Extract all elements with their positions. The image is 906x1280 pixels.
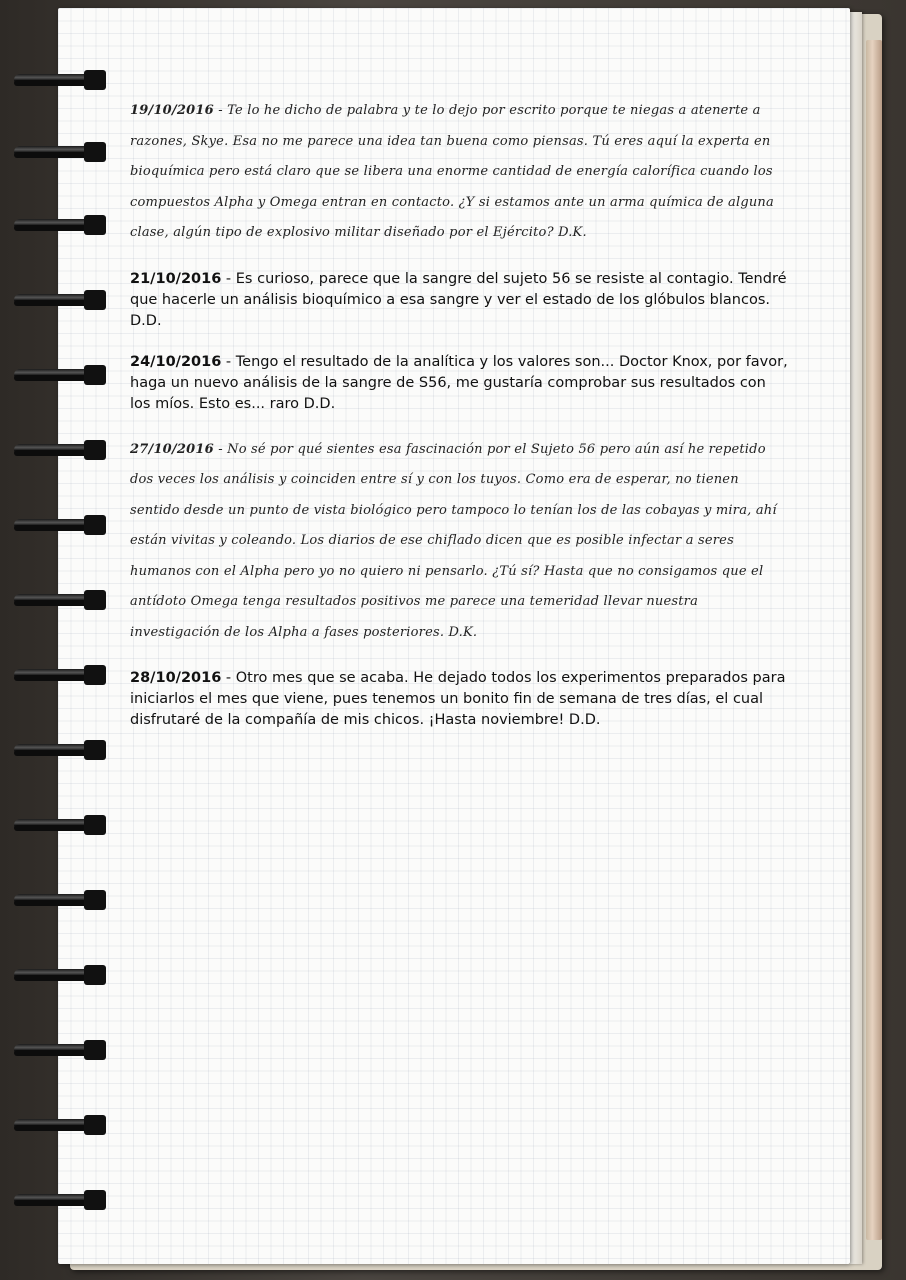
- spiral-ring: [14, 365, 106, 385]
- spiral-ring: [14, 215, 106, 235]
- entry-date: 19/10/2016: [130, 103, 214, 118]
- entry-date: 27/10/2016: [130, 441, 214, 457]
- spiral-ring: [14, 440, 106, 460]
- spiral-ring: [14, 1040, 106, 1060]
- entry-separator: -: [213, 441, 228, 457]
- journal-entry-28-10-2016: [130, 668, 790, 731]
- spiral-ring: [14, 665, 106, 685]
- entry-paragraph: [130, 668, 790, 731]
- notebook-cover-edge: [866, 40, 882, 1240]
- spiral-ring: [14, 515, 106, 535]
- entry-text: Otro mes que se acaba. He dejado todos los experimentos preparados para iniciarlos el mes que viene, pues tenemos un bonito fin de semana de tres días, el cual disfrutaré de la compañía de mis chicos. ¡Hasta noviembre! D.D.: [130, 670, 786, 728]
- entry-paragraph: [130, 96, 790, 249]
- spiral-ring: [14, 890, 106, 910]
- spiral-ring: [14, 815, 106, 835]
- journal-entry-19-10-2016: [130, 96, 790, 249]
- spiral-ring: [14, 965, 106, 985]
- entry-separator: -: [213, 103, 228, 118]
- spiral-ring: [14, 590, 106, 610]
- journal-entries: [130, 96, 790, 751]
- entry-paragraph: [130, 352, 790, 415]
- spiral-ring: [14, 70, 106, 90]
- entry-separator: -: [221, 353, 236, 370]
- spiral-ring: [14, 1115, 106, 1135]
- spiral-ring: [14, 740, 106, 760]
- entry-text: Es curioso, parece que la sangre del sujeto 56 se resiste al contagio. Tendré que hacerle un análisis bioquímico a esa sangre y ver el estado de los glóbulos blancos. D.D.: [130, 270, 787, 329]
- spiral-ring: [14, 290, 106, 310]
- journal-entry-21-10-2016: [130, 269, 790, 332]
- entry-separator: -: [221, 670, 236, 686]
- entry-date: 28/10/2016: [130, 670, 222, 686]
- entry-text: Te lo he dicho de palabra y te lo dejo por escrito porque te niegas a atenerte a razones, Skye. Esa no me parece una idea tan buena como piensas. Tú eres aquí la experta en bioquímica pero está claro que se libera una enorme cantidad de energía calorífica cuando los compuestos Alpha y Omega entran en contacto. ¿Y si estamos ante un arma química de alguna clase, algún tipo de explosivo militar diseñado por el Ejército? D.K.: [130, 103, 774, 240]
- spiral-ring: [14, 1190, 106, 1210]
- entry-separator: -: [221, 270, 236, 287]
- entry-paragraph: [130, 269, 790, 332]
- journal-entry-24-10-2016: [130, 352, 790, 415]
- entry-text: Tengo el resultado de la analítica y los valores son... Doctor Knox, por favor, haga un nuevo análisis de la sangre de S56, me gustaría comprobar sus resultados con los míos. Esto es... raro D.D.: [130, 353, 788, 412]
- spiral-ring: [14, 142, 106, 162]
- page-stack-edge: [850, 12, 862, 1264]
- entry-text: No sé por qué sientes esa fascinación por el Sujeto 56 pero aún así he repetido dos veces los análisis y coinciden entre sí y con los tuyos. Como era de esperar, no tienen sentido desde un punto de vista biológico pero tampoco lo tenían los de las cobayas y mira, ahí están vivitas y coleando. Los diarios de ese chiflado dicen que es posible infectar a seres humanos con el Alpha pero yo no quiero ni pensarlo. ¿Tú sí? Hasta que no consigamos que el antídoto Omega tenga resultados positivos me parece una temeridad llevar nuestra investigación de los Alpha a fases posteriores. D.K.: [130, 441, 777, 640]
- entry-date: 21/10/2016: [130, 270, 222, 287]
- entry-paragraph: [130, 435, 790, 649]
- journal-entry-27-10-2016: [130, 435, 790, 649]
- entry-date: 24/10/2016: [130, 353, 222, 370]
